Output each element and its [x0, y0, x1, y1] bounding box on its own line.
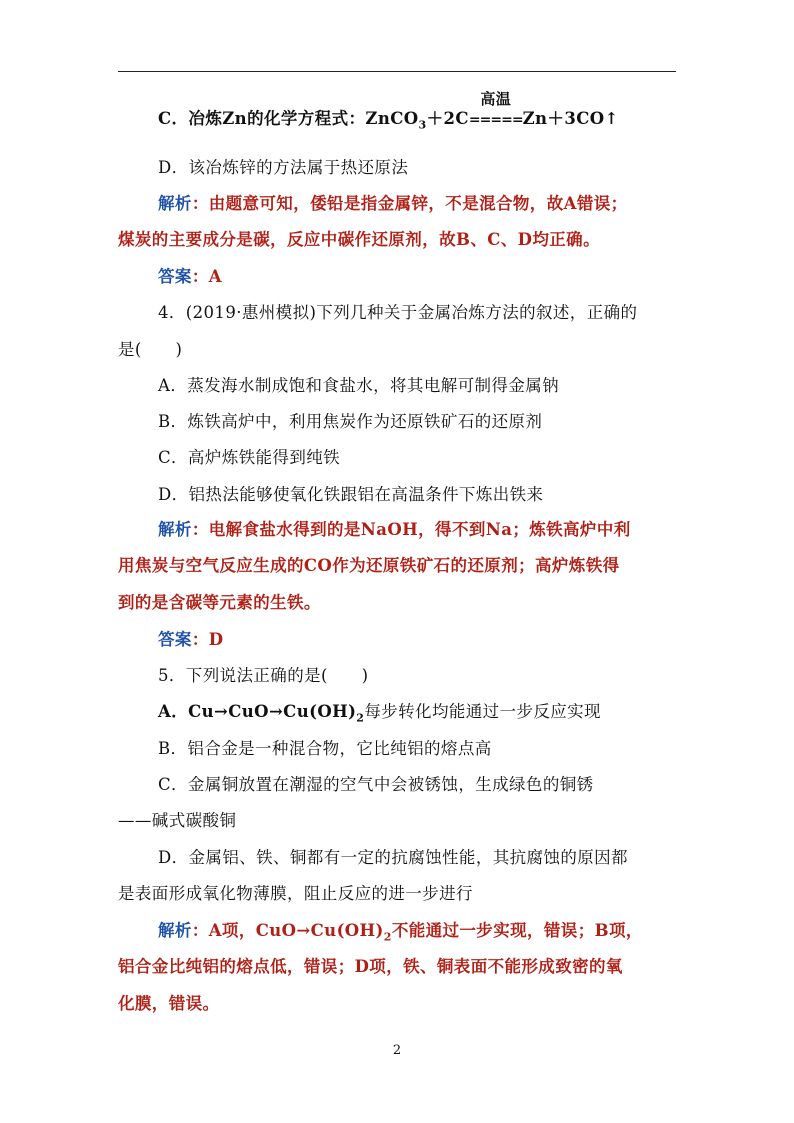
formula-part: ＋2C — [426, 109, 469, 128]
explanation-q4-line3: 到的是含碳等元素的生铁。 — [118, 593, 321, 612]
formula-part: Zn＋3CO↑ — [522, 109, 619, 128]
explanation-q4-line2: 用焦炭与空气反应生成的CO作为还原铁矿石的还原剂；高炉炼铁得 — [118, 556, 620, 575]
option-c-q5-line1: C．金属铜放置在潮湿的空气中会被锈蚀，生成绿色的铜锈 — [158, 775, 594, 794]
option-d-q4: D．铝热法能够使氧化铁跟铝在高温条件下炼出铁来 — [158, 485, 544, 504]
question-5: 5．下列说法正确的是( ) — [158, 666, 369, 685]
explanation-q3-line1 — [158, 194, 628, 214]
explanation-text: 不能通过一步实现，错误；B项， — [391, 921, 643, 940]
option-a-q5 — [158, 702, 601, 728]
option-text: 每步转化均能通过一步反应实现 — [364, 702, 601, 721]
explanation-q5-line1 — [158, 921, 643, 947]
explanation-q4-line1 — [158, 520, 631, 540]
reaction-condition — [468, 90, 523, 130]
answer-q3 — [158, 267, 222, 287]
equals-sign: ===== — [468, 112, 523, 128]
subscript: 2 — [383, 930, 392, 944]
answer-label: 答案 — [158, 267, 192, 286]
explanation-text: ：电解食盐水得到的是NaOH，得不到Na；炼铁高炉中利 — [191, 520, 631, 539]
explanation-q3-line2: 煤炭的主要成分是碳，反应中碳作还原剂，故B、C、D均正确。 — [118, 230, 600, 249]
formula-part: ZnCO — [365, 109, 419, 128]
question-4-line2: 是( ) — [118, 340, 183, 359]
option-d-q5-line2: 是表面形成氧化物薄膜，阻止反应的进一步进行 — [118, 884, 473, 903]
option-d-q3: D．该冶炼锌的方法属于热还原法 — [158, 158, 409, 177]
formula-part: A．Cu→CuO→Cu(OH) — [158, 702, 357, 721]
explanation-q5-line2: 铝合金比纯铝的熔点低，错误；D项，铁、铜表面不能形成致密的氧 — [118, 957, 623, 976]
option-d-q5-line1: D．金属铝、铁、铜都有一定的抗腐蚀性能，其抗腐蚀的原因都 — [158, 848, 628, 867]
option-text: C．冶炼Zn的化学方程式： — [158, 109, 366, 128]
answer-q4 — [158, 630, 223, 650]
explanation-text: ：A项，CuO→Cu(OH) — [191, 921, 384, 940]
question-4-line1: 4．(2019·惠州模拟)下列几种关于金属冶炼方法的叙述，正确的 — [158, 303, 638, 322]
subscript: 3 — [418, 118, 427, 132]
answer-label: 答案 — [158, 630, 192, 649]
explanation-label: 解析 — [158, 520, 192, 539]
option-b-q4: B．炼铁高炉中，利用焦炭作为还原铁矿石的还原剂 — [158, 412, 543, 431]
option-c-q4: C．高炉炼铁能得到纯铁 — [158, 448, 341, 467]
subscript: 2 — [356, 711, 365, 725]
option-b-q5: B．铝合金是一种混合物，它比纯铝的熔点高 — [158, 739, 492, 758]
header-rule — [118, 71, 676, 72]
answer-value: ：D — [191, 630, 224, 649]
explanation-q5-line3: 化膜，错误。 — [118, 994, 220, 1013]
option-c-q3 — [158, 90, 619, 135]
page-number: 2 — [392, 1043, 402, 1058]
explanation-text: ：由题意可知，倭铅是指金属锌，不是混合物，故A错误； — [191, 194, 628, 213]
option-c-q5-line2: ——碱式碳酸铜 — [118, 811, 237, 830]
explanation-label: 解析 — [158, 194, 192, 213]
condition-text: 高温 — [480, 90, 512, 108]
option-a-q4: A．蒸发海水制成饱和食盐水，将其电解可制得金属钠 — [158, 376, 560, 395]
answer-value: ：A — [191, 267, 222, 286]
explanation-label: 解析 — [158, 921, 192, 940]
